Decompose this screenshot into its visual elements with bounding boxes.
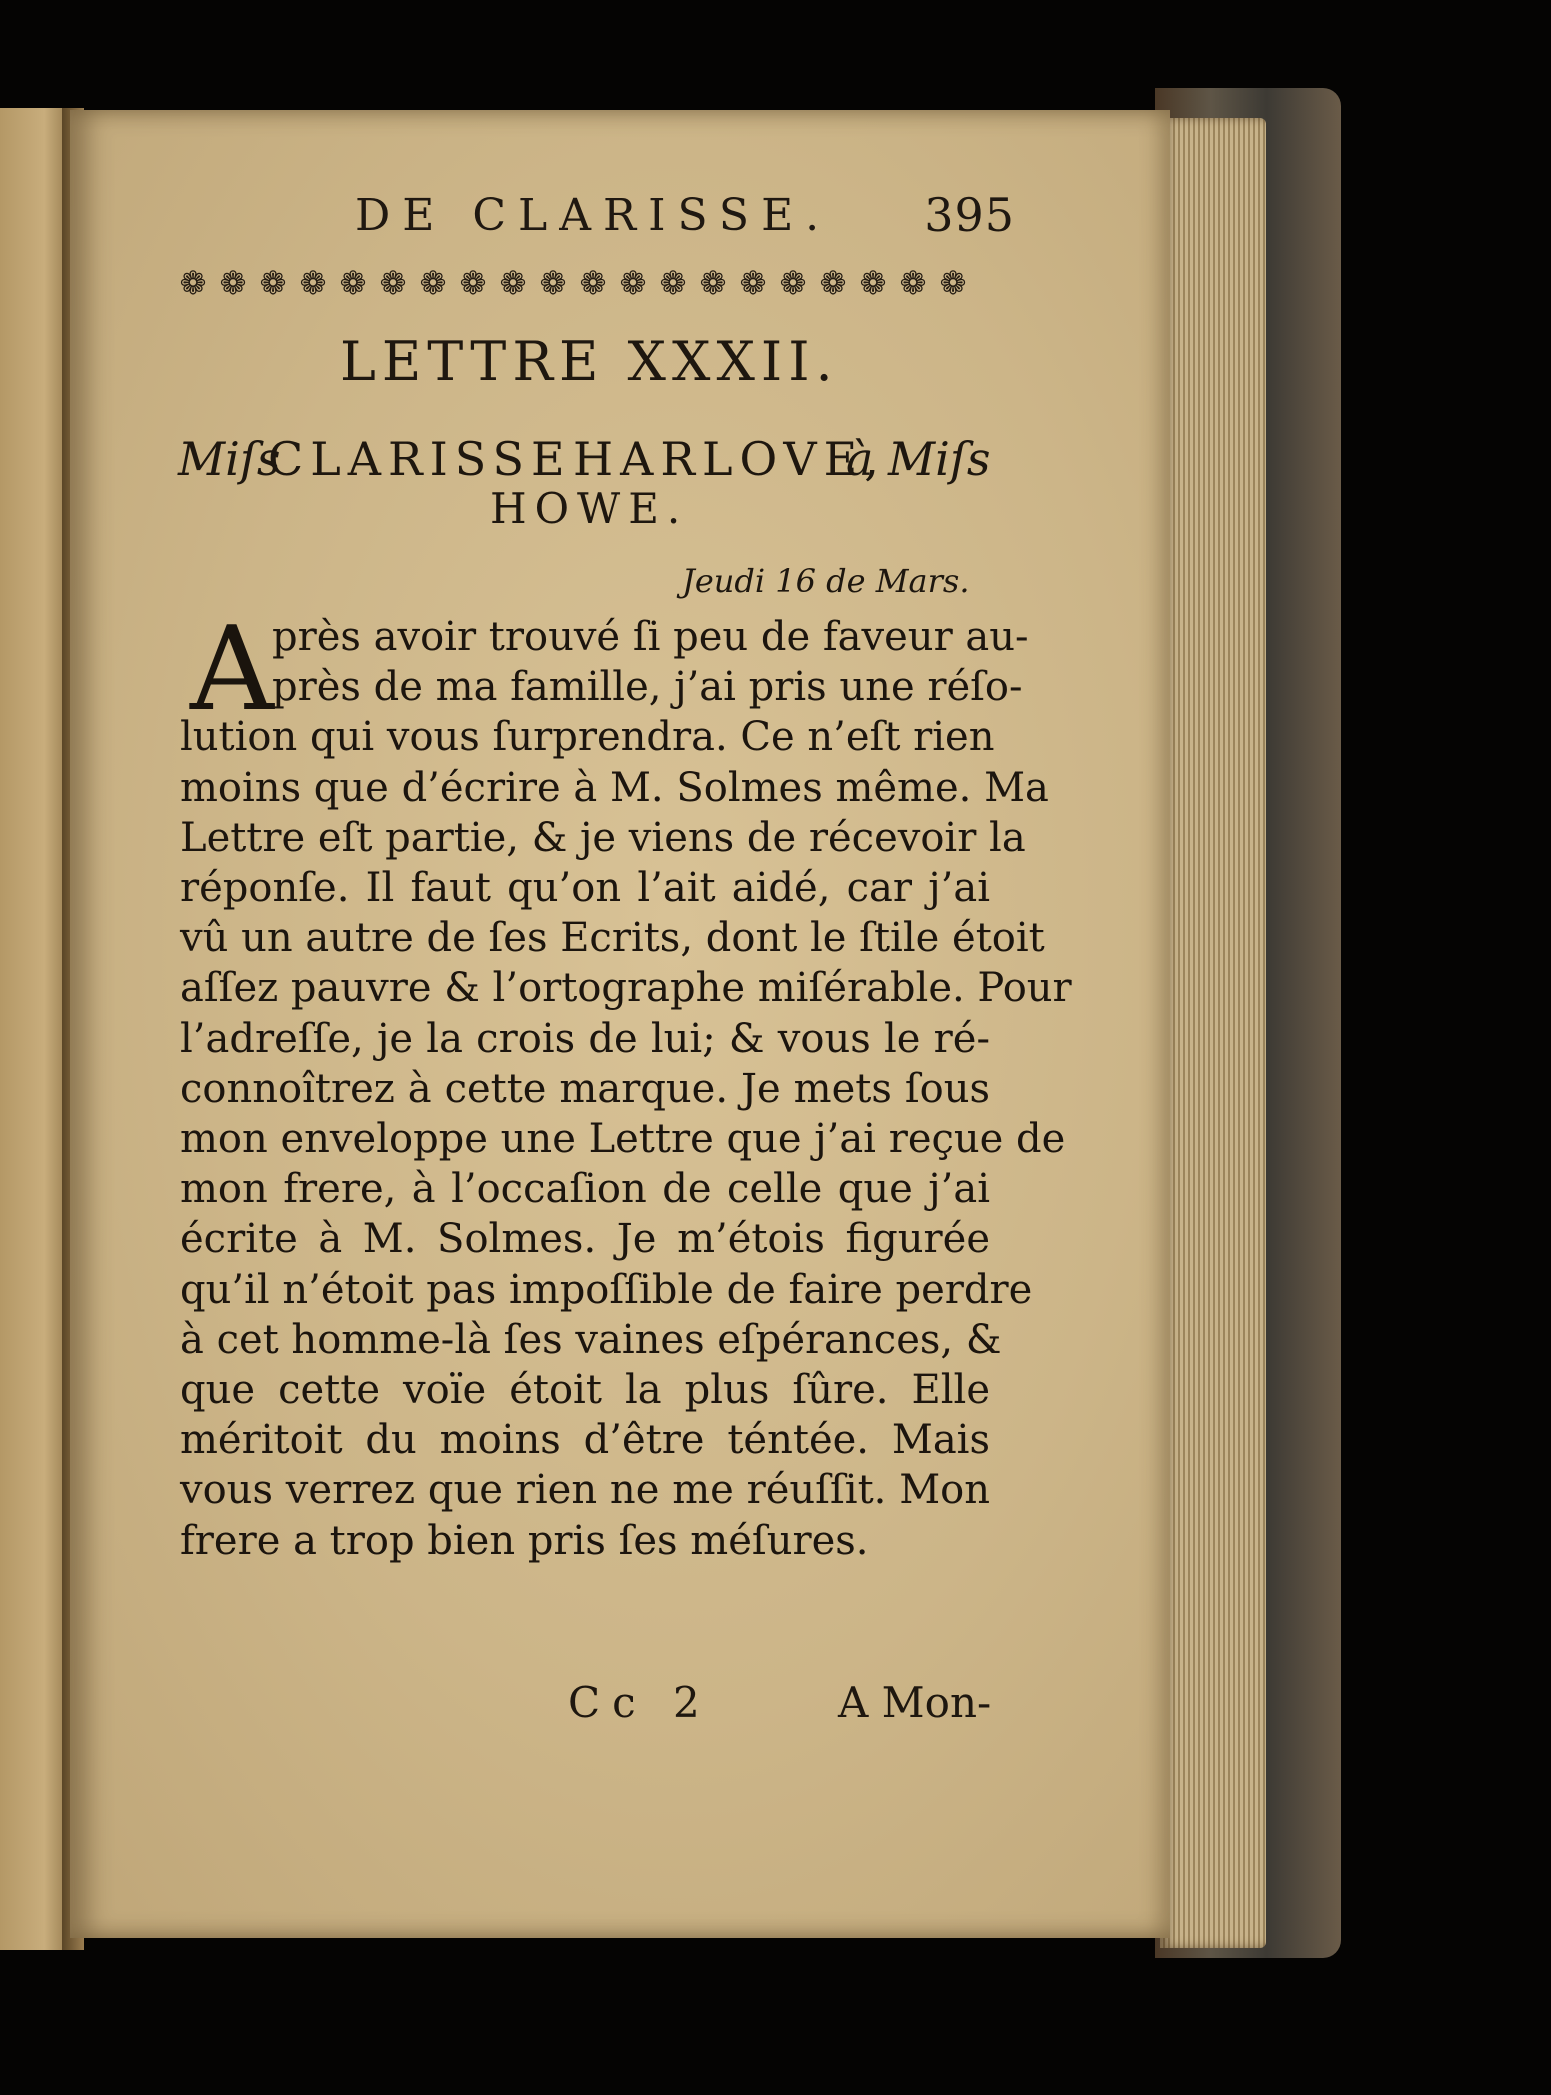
fleuron-ornament-row: [178, 262, 968, 304]
body-line: frere a trop bien pris ſes méſures.: [180, 1517, 869, 1564]
fleuron-icon: ❁: [219, 264, 247, 302]
fleuron-icon: ❁: [899, 264, 927, 302]
address-part: à Miſs: [846, 432, 991, 486]
body-line: réponſe. Il faut qu’on l’ait aidé, car j’ai: [180, 865, 990, 911]
fleuron-icon: ❁: [579, 264, 607, 302]
address-part: Miſs: [178, 432, 281, 486]
page-number: 395: [924, 188, 1015, 242]
fleuron-icon: ❁: [779, 264, 807, 302]
address-part: HARLOVE,: [573, 432, 886, 486]
body-line: aſſez pauvre & l’ortographe miſérable. Pour: [180, 965, 1072, 1012]
body-line: vû un autre de ſes Ecrits, dont le ſtile étoit: [180, 915, 1045, 962]
fleuron-icon: ❁: [179, 264, 207, 302]
body-line: l’adreſſe, je la crois de lui; & vous le ré-: [180, 1015, 990, 1062]
body-line: que cette voïe étoit la plus ſûre. Elle: [180, 1367, 990, 1413]
body-line: près de ma famille, j’ai pris une réſo-: [272, 664, 1023, 711]
body-line: connoîtrez à cette marque. Je mets ſous: [180, 1065, 990, 1112]
body-line: méritoit du moins d’être téntée. Mais: [180, 1417, 990, 1464]
fleuron-icon: ❁: [379, 264, 407, 302]
signature-mark: Cc 2: [568, 1678, 712, 1727]
fleuron-icon: ❁: [419, 264, 447, 302]
body-line: vous verrez que rien ne me réuſſit. Mon: [180, 1467, 990, 1514]
catchword: A Mon-: [838, 1678, 992, 1727]
letter-heading: LETTRE XXXII.: [340, 330, 839, 393]
address-recipient: HOWE.: [490, 484, 689, 533]
body-line: Lettre eſt partie, & je viens de récevoir la: [180, 814, 1026, 861]
body-line: mon enveloppe une Lettre que j’ai reçue de: [180, 1116, 1066, 1162]
fleuron-icon: ❁: [659, 264, 687, 302]
body-line: mon frere, à l’occaſion de celle que j’ai: [180, 1166, 990, 1213]
body-line: écrite à M. Solmes. Je m’étois figurée: [180, 1216, 990, 1263]
running-head: [355, 190, 1015, 250]
body-line: près avoir trouvé ſi peu de faveur au-: [272, 614, 1029, 660]
fleuron-icon: ❁: [739, 264, 767, 302]
page-edges: [1160, 118, 1266, 1948]
fleuron-icon: ❁: [539, 264, 567, 302]
body-line: qu’il n’étoit pas impoſſible de faire perdre: [180, 1266, 1033, 1313]
fleuron-icon: ❁: [619, 264, 647, 302]
fleuron-icon: ❁: [819, 264, 847, 302]
body-line: moins que d’écrire à M. Solmes même. Ma: [180, 764, 1049, 811]
body-line: à cet homme-là ſes vaines eſpérances, &: [180, 1316, 1002, 1363]
fleuron-icon: ❁: [699, 264, 727, 302]
address-part: CLARISSE: [268, 432, 572, 486]
fleuron-icon: ❁: [339, 264, 367, 302]
body-line: lution qui vous ſurprendra. Ce n’eſt rien: [180, 714, 995, 761]
fleuron-icon: ❁: [859, 264, 887, 302]
drop-cap: A: [190, 602, 274, 737]
fleuron-icon: ❁: [259, 264, 287, 302]
fleuron-icon: ❁: [459, 264, 487, 302]
dateline: Jeudi 16 de Mars.: [682, 562, 970, 600]
running-head-title: DE CLARISSE.: [355, 190, 832, 241]
fleuron-icon: ❁: [939, 264, 967, 302]
fleuron-icon: ❁: [499, 264, 527, 302]
fleuron-icon: ❁: [299, 264, 327, 302]
